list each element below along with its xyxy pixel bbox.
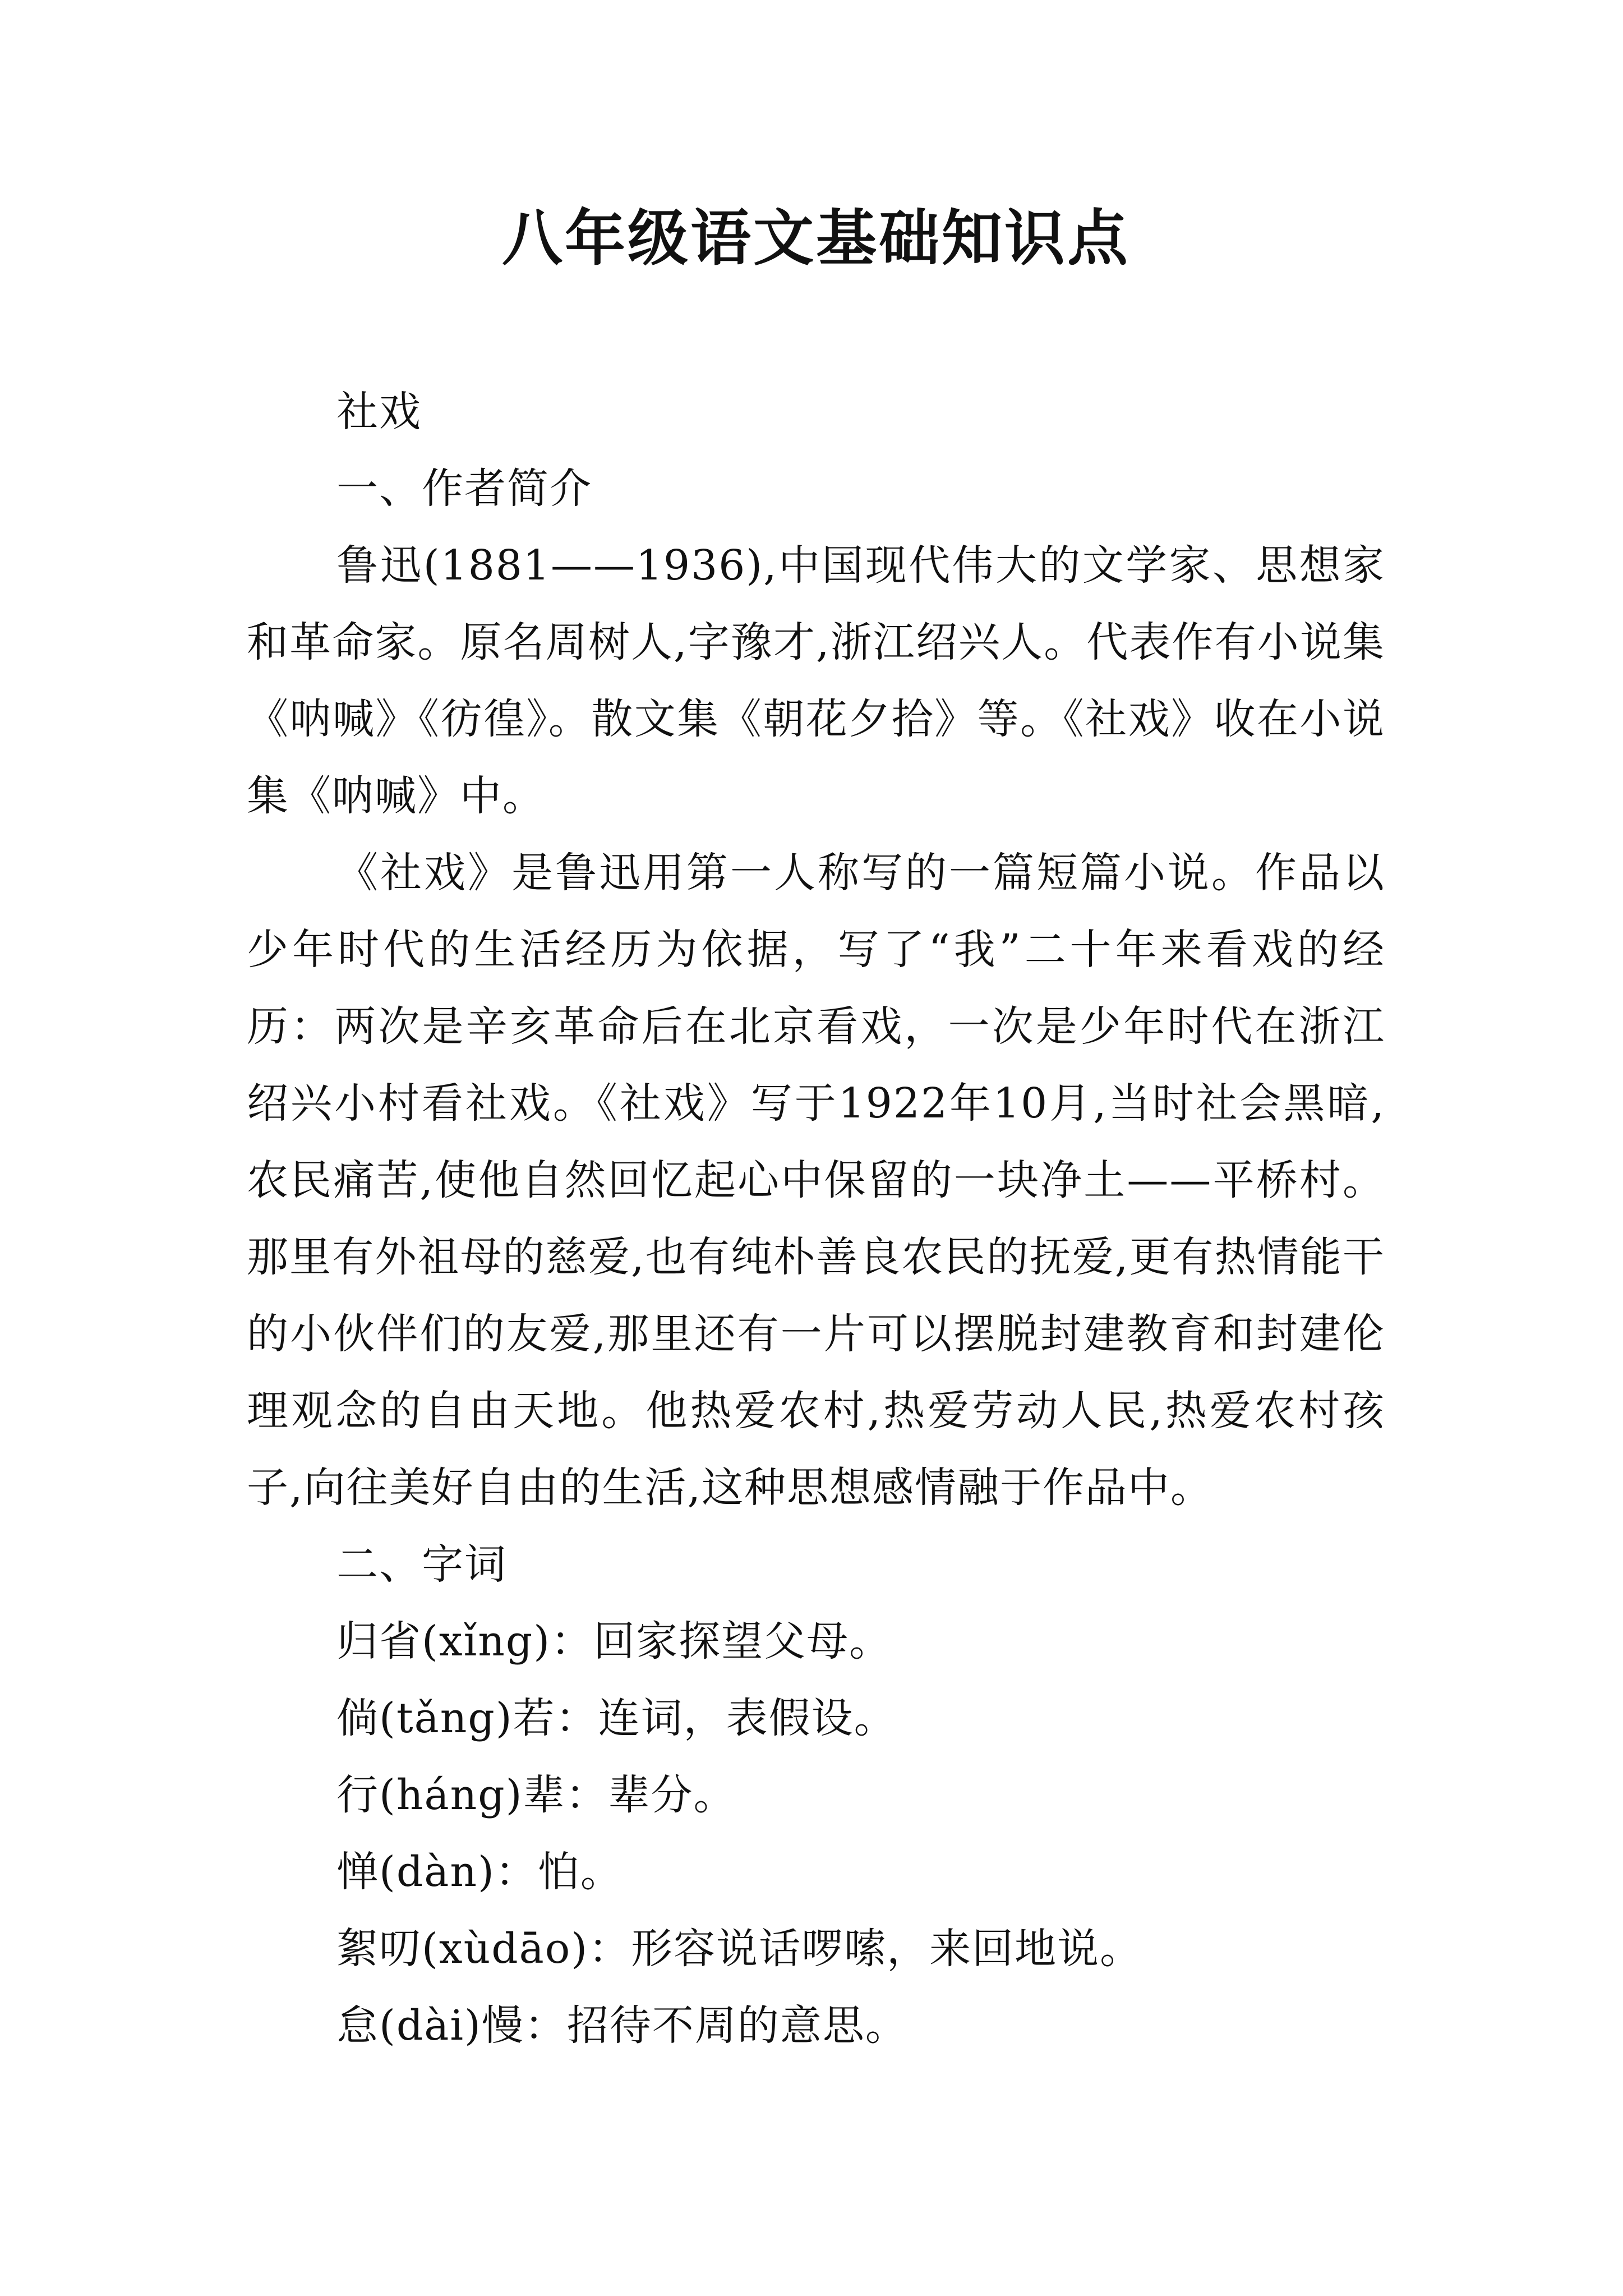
vocab-item: 絮叨(xùdāo)：形容说话啰嗦，来回地说。 [336, 1925, 1143, 1973]
heading-author-intro: 一、作者简介 [336, 464, 592, 513]
heading-vocabulary: 二、字词 [336, 1540, 507, 1589]
section-label: 社戏 [336, 388, 422, 436]
vocab-item: 倘(tǎng)若：连词，表假设。 [336, 1694, 897, 1742]
paragraph-author-bio: 鲁迅(1881——1936),中国现代伟大的文学家、思想家和革命家。原名周树人,字豫才,浙江绍兴人。代表作有小说集《呐喊》《彷徨》。散文集《朝花夕拾》等。《社戏》收在小说集《呐喊》中。 [247, 541, 1385, 820]
vocab-item: 惮(dàn)：怕。 [336, 1848, 623, 1896]
vocab-item: 行(háng)辈：辈分。 [336, 1771, 736, 1819]
vocab-item: 归省(xǐng)：回家探望父母。 [336, 1617, 892, 1665]
vocab-item: 怠(dài)慢：招待不周的意思。 [336, 2001, 908, 2050]
document-title: 八年级语文基础知识点 [501, 203, 1130, 274]
document-body [247, 374, 1385, 2064]
paragraph-work-summary: 《社戏》是鲁迅用第一人称写的一篇短篇小说。作品以少年时代的生活经历为依据，写了“我”二十年来看戏的经历：两次是辛亥革命后在北京看戏，一次是少年时代在浙江绍兴小村看社戏。《社戏》写于1922年10月,当时社会黑暗,农民痛苦,使他自然回忆起心中保留的一块净土——平桥村。那里有外祖母的慈爱,也有纯朴善良农民的抚爱,更有热情能干的小伙伴们的友爱,那里还有一片可以摆脱封建教育和封建伦理观念的自由天地。他热爱农村,热爱劳动人民,热爱农村孩子,向往美好自由的生活,这种思想感情融于作品中。 [247, 849, 1385, 1512]
document-page [247, 0, 1385, 2296]
